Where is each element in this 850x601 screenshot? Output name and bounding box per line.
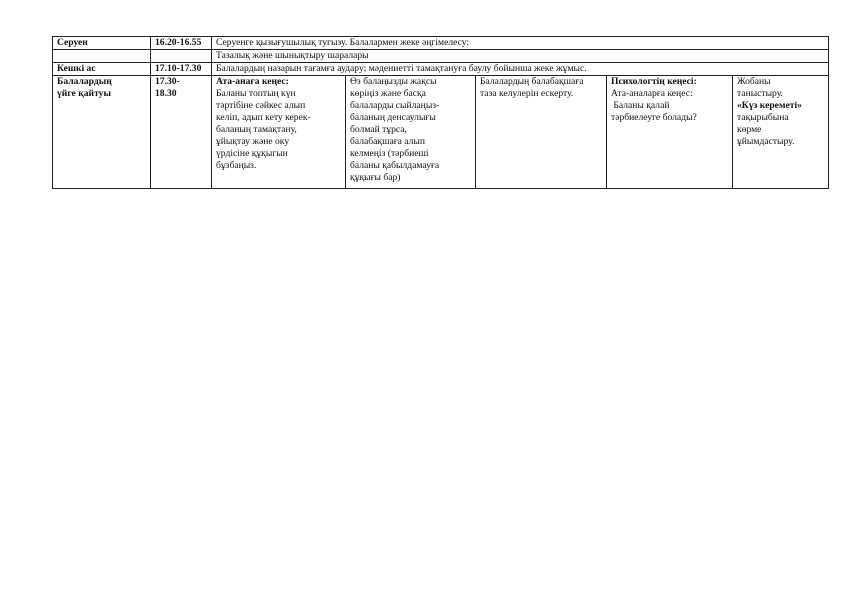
text-line: құқығы бар) (350, 172, 401, 183)
text-line: тәрбиелеуге болады? (611, 112, 697, 123)
daily-schedule-table (52, 36, 829, 189)
parent-advice-cell (212, 76, 346, 189)
love-your-child-cell (346, 76, 476, 189)
time-line: 17.30- (155, 76, 180, 87)
time-cell (151, 76, 212, 189)
activity-name-cell: Серуен (53, 37, 151, 50)
table-row-walk (53, 37, 829, 50)
text-line: келмеңіз (тәрбиеші (350, 148, 429, 159)
name-line: Балалардың (57, 76, 112, 87)
text-line: Балалардың балабақшаға (480, 76, 584, 87)
activity-content-cell: Серуенге қызығушылық тугызу. Балалармен жеке әңгімелесу: (212, 37, 829, 50)
table-row-going-home (53, 76, 829, 189)
text-line: Жобаны (737, 76, 771, 87)
text-line: Ата-аналарға кеңес: (611, 88, 693, 99)
table-row-hygiene (53, 50, 829, 63)
text-line: ұйымдастыру. (737, 136, 795, 147)
text-line: Баланы қалай (611, 100, 670, 111)
clean-arrival-cell (476, 76, 607, 189)
psychologist-advice-cell (607, 76, 733, 189)
text-line: баланың денсаулығы (350, 112, 436, 123)
text-line: Баланы топтың күн (216, 88, 296, 99)
text-line: Өз балаңызды жақсы (350, 76, 437, 87)
activity-content-cell: Тазалық және шынықтыру шаралары (212, 50, 829, 63)
text-line: көріңіз және басқа (350, 88, 426, 99)
text-line: келіп, адып кету керек- (216, 112, 311, 123)
text-line: таза келулерін ескерту. (480, 88, 574, 99)
exhibition-title: «Күз кереметі» (737, 100, 802, 111)
text-line: тәртібіне сәйкес алып (216, 100, 306, 111)
activity-name-cell (53, 50, 151, 63)
text-line: балабақшаға алып (350, 136, 426, 147)
time-cell: 16.20-16.55 (151, 37, 212, 50)
text-line: көрме (737, 124, 762, 135)
name-line: үйге қайтуы (57, 88, 111, 99)
time-cell: 17.10-17.30 (151, 63, 212, 76)
time-cell (151, 50, 212, 63)
text-line: баланы қабылдамауға (350, 160, 440, 171)
text-line: болмай тұрса, (350, 124, 407, 135)
psychologist-advice-heading: Психологтің кеңесі: (611, 76, 697, 87)
text-line: баланың тамақтану, (216, 124, 297, 135)
project-exhibition-cell (733, 76, 829, 189)
table-row-supper (53, 63, 829, 76)
time-line: 18.30 (155, 88, 177, 99)
text-line: таныстыру. (737, 88, 783, 99)
parent-advice-heading: Ата-анаға кеңес: (216, 76, 289, 87)
text-line: тақырыбына (737, 112, 789, 123)
text-line: ұйықтау және оку (216, 136, 290, 147)
activity-content-cell: Балалардың назарын тағамға аудару; мәдениетті тамақтануға баулу бойынша жеке жұмыс. (212, 63, 829, 76)
text-line: бұзбаңыз. (216, 160, 257, 171)
text-line: үрдісіне құқыгын (216, 148, 288, 159)
activity-name-cell: Кешкі ас (53, 63, 151, 76)
text-line: балаларды сыйлаңыз- (350, 100, 440, 111)
activity-name-cell (53, 76, 151, 189)
